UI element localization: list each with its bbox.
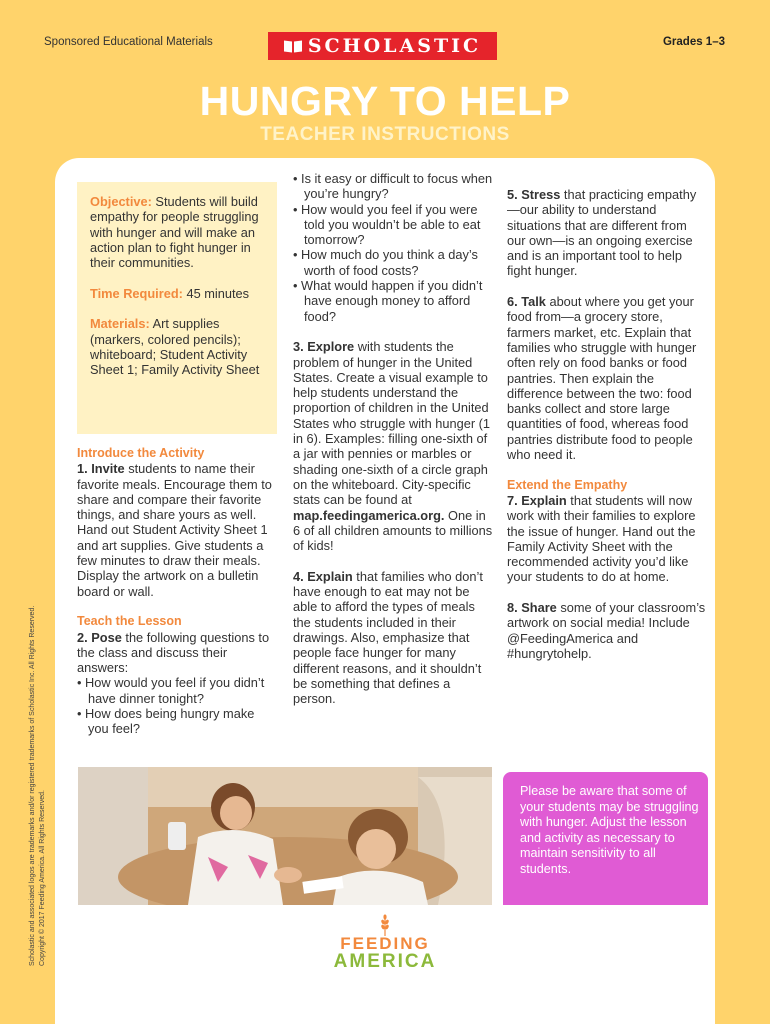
copyright-notice: [28, 546, 48, 966]
step-2-label: 2. Pose: [77, 629, 122, 645]
step-4-label: 4. Explain: [293, 568, 353, 584]
column-3: [507, 187, 707, 661]
copyright-line-2: Copyright © 2017 Feeding America. All Rights Reserved.: [39, 790, 46, 966]
feeding-america-logo-line-2: AMERICA: [333, 951, 437, 972]
page-title: HUNGRY TO HELP: [199, 78, 571, 124]
question-bullet: • How would you feel if you didn’t have dinner tonight?: [77, 675, 265, 706]
children-drawing-photo: [78, 767, 492, 905]
objective-box: [77, 182, 277, 434]
step-8: [507, 600, 707, 661]
materials-paragraph: [90, 316, 277, 377]
step-5-label: 5. Stress: [507, 187, 561, 202]
step-6: [507, 294, 707, 462]
question-bullet: • How much do you think a day’s worth of food costs?: [293, 247, 478, 278]
step-5: [507, 187, 707, 279]
step-6-label: 6. Talk: [507, 294, 546, 310]
step-3-label: 3. Explore: [293, 339, 355, 355]
step-1-label: 1. Invite: [77, 461, 125, 477]
step-2: [77, 630, 273, 676]
column-2: [293, 171, 493, 706]
feeding-america-logo: [322, 914, 448, 974]
sponsored-label: Sponsored Educational Materials: [44, 36, 213, 48]
step-7: [507, 493, 707, 585]
feeding-america-map-link[interactable]: map.feedingamerica.org.: [293, 507, 445, 523]
introduce-heading: Introduce the Activity: [77, 446, 205, 460]
photo-illustration: [78, 767, 492, 905]
scholastic-logo-text: SCHOLASTIC: [307, 35, 482, 57]
step-8-text: some of your classroom’s artwork on social media! Include @FeedingAmerica and #hungrytohelp.: [507, 600, 706, 661]
step-6-text: about where you get your food from—a grocery store, farmers market, etc. Explain that families who struggle with hunger often rely on food banks or food pantries. Then explain the difference between the two: food banks collect and store large quantities of food, whereas food pantries distribute food to people who need it.: [507, 294, 697, 463]
step-3-tail: One in 6 of all children amounts to millions of kids!: [293, 507, 493, 554]
step-8-label: 8. Share: [507, 600, 557, 616]
grades-label: Grades 1–3: [662, 36, 725, 48]
step-4-text: that families who don’t have enough to eat may not be able to afford the types of meals the students included in their drawings. Also, emphasize that people face hunger for many different reasons, and it shouldn’t be something that defines a person.: [293, 568, 483, 707]
step-7-label: 7. Explain: [507, 492, 567, 508]
page-subtitle: TEACHER INSTRUCTIONS: [260, 124, 510, 145]
step-3-text: with students the problem of hunger in the United States. Create a visual example to help students understand the proportion of children in the United States who struggle with hunger (1 in 6). Examples: filling one-sixth of a jar with pennies or marbles or shading one-sixth of a circle graph on the whiteboard. City-specific stats can be found at: [293, 339, 491, 508]
step-3: [293, 339, 493, 553]
objective-label: Objective:: [90, 194, 152, 209]
sensitivity-notice-text: Please be aware that some of your students may be struggling with hunger. Adjust the lesson and activity as necessary to maintain sensitivity to all students.: [520, 784, 699, 876]
step-1: [77, 461, 273, 599]
scholastic-logo: [268, 32, 497, 60]
teach-heading: Teach the Lesson: [77, 614, 182, 629]
materials-text: Art supplies (markers, colored pencils); whiteboard; Student Activity Sheet 1; Family Activity Sheet: [90, 316, 260, 378]
question-bullet: • How does being hungry make you feel?: [77, 706, 255, 737]
time-label: Time Required:: [90, 285, 183, 301]
question-bullet: • What would happen if you didn’t have enough money to afford food?: [293, 278, 483, 324]
wheat-icon: [380, 914, 390, 936]
step-7-text: that students will now work with their families to explore the issue of hunger. Hand out the Family Activity Sheet with the recommended activity you’d like your students to do at home.: [507, 492, 696, 585]
column-1: [77, 446, 273, 737]
time-paragraph: [90, 286, 277, 301]
step-5-text: that practicing empathy—our ability to understand situations that are different from our own—is an ongoing exercise and is an important tool to help fight hunger.: [507, 187, 697, 279]
question-bullet: • Is it easy or difficult to focus when you’re hungry?: [293, 171, 493, 202]
step-1-text: students to name their favorite meals. Encourage them to share and compare their favorite things, and share yours as well. Hand out Student Activity Sheet 1 and art supplies. Give students a few minutes to draw their meals. Display the artwork on a bulletin board or wall.: [77, 461, 272, 599]
question-bullet: • How would you feel if you were told you wouldn’t be able to eat tomorrow?: [293, 201, 481, 248]
header: [0, 0, 770, 70]
time-text: 45 minutes: [182, 285, 250, 301]
step-2-text: the following questions to the class and discuss their answers:: [77, 629, 270, 676]
open-book-icon: [284, 39, 302, 53]
objective-text: Students will build empathy for people struggling with hunger and will make an action plan to fight hunger in their communities.: [90, 194, 259, 271]
materials-label: Materials:: [90, 316, 150, 332]
feeding-america-logo-line-1: FEEDING: [340, 934, 430, 953]
sensitivity-notice: [503, 772, 708, 905]
objective-paragraph: [90, 194, 277, 270]
extend-heading: Extend the Empathy: [507, 477, 628, 492]
step-4: [293, 569, 493, 707]
copyright-line-1: Scholastic and associated logos are trademarks and/or registered trademarks of Scholastic Inc. All Rights Reserved.: [29, 605, 36, 966]
